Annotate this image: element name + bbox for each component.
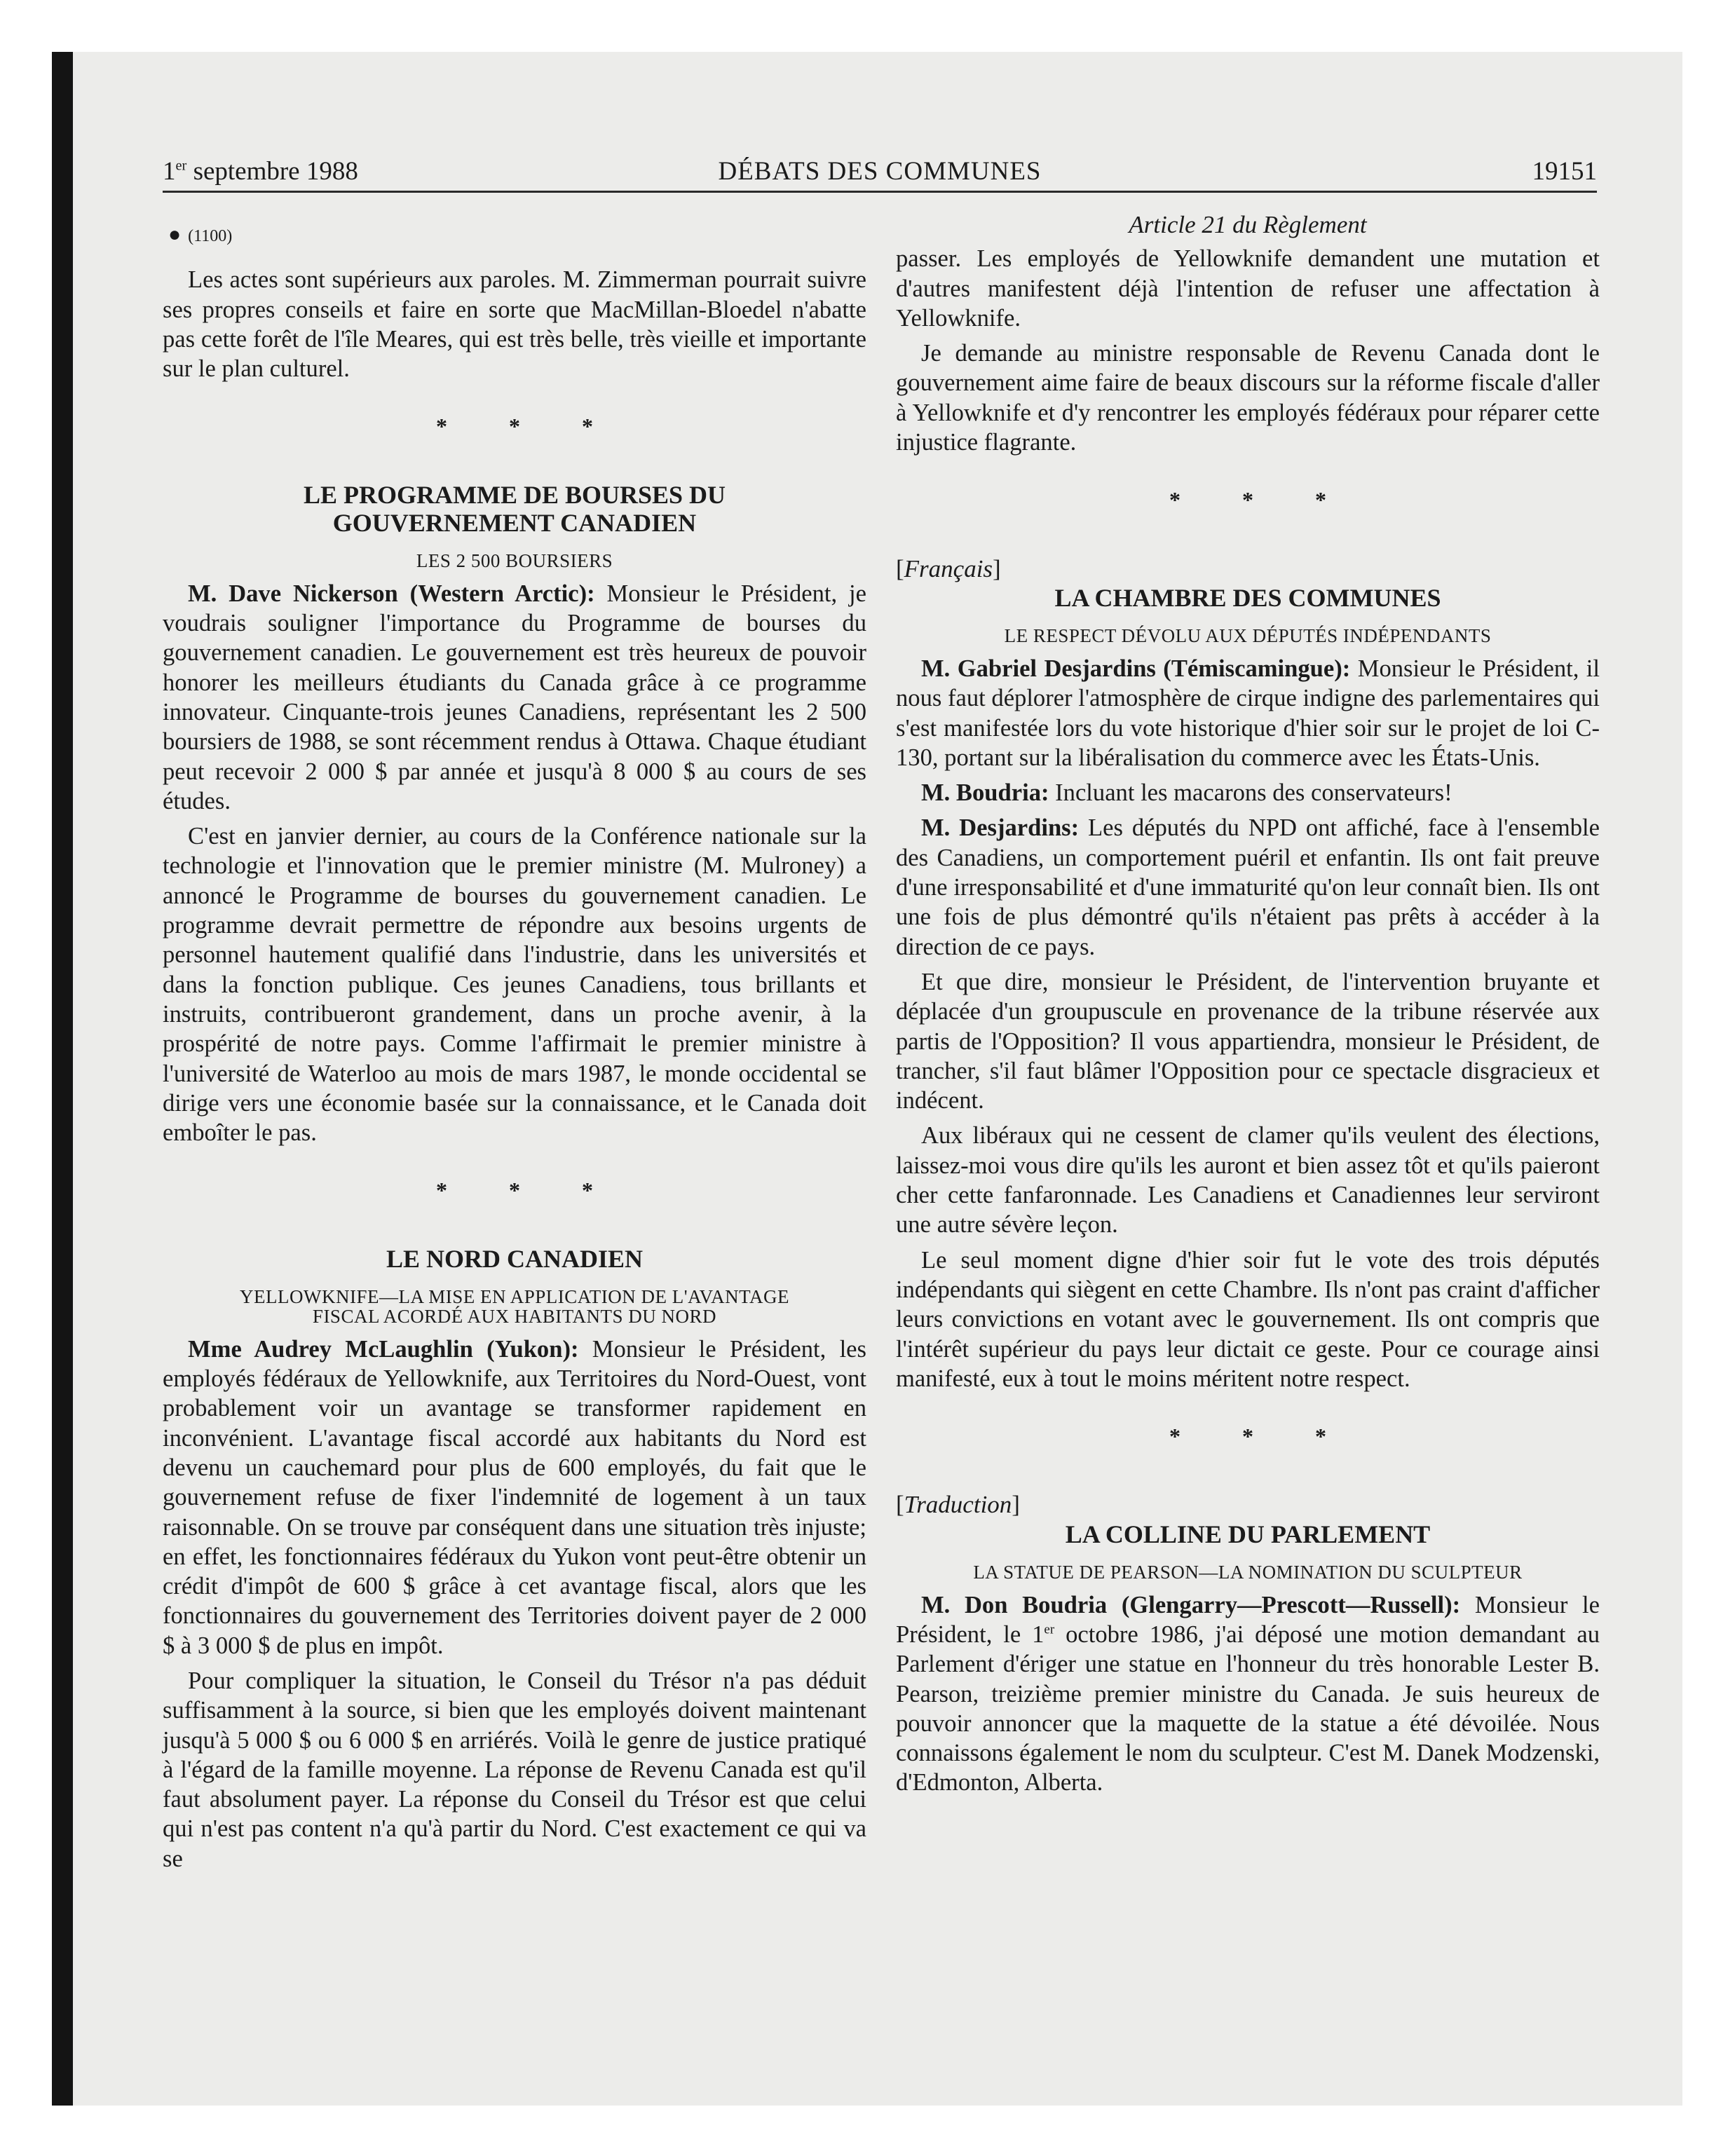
section-title [163, 481, 866, 537]
left-column [163, 210, 866, 1879]
section-divider: * * * [1169, 1424, 1354, 1449]
paragraph: Le seul moment digne d'hier soir fut le vote des trois députés indépendants qui siègent en cette Chambre. Ils n'ont pas craint d'afficher leurs convictions en votant avec le gouvernement. Ils ont compris que l'intérêt supérieur du pays leur dictait ce geste. Pour ce courage ainsi manifesté, eux à tout le moins méritent notre respect. [896, 1246, 1600, 1392]
section-subhead-line: FISCAL ACORDÉ AUX HABITANTS DU NORD [312, 1305, 717, 1327]
scan-edge [52, 52, 73, 2106]
section-subhead [163, 1287, 866, 1326]
paragraph-text: Monsieur le Président, le 1 [896, 1591, 1600, 1648]
section-divider: * * * [436, 1178, 621, 1203]
speaker-name: M. Don Boudria (Glengarry—Prescott—Russell): [921, 1591, 1461, 1618]
page-number: 19151 [1532, 157, 1597, 186]
header-date-month: septembre 1988 [186, 157, 358, 186]
paragraph-text: Monsieur le Président, il nous faut déplorer l'atmosphère de cirque indigne des parlementaires qui s'est manifestée lors du vote historique d'hier soir sur le projet de loi C-130, portant sur la libéralisation du commerce avec les États-Unis. [896, 655, 1600, 771]
timestamp-text: (1100) [188, 227, 233, 245]
section-title: LA CHAMBRE DES COMMUNES [1054, 583, 1441, 612]
speaker-name: M. Gabriel Desjardins (Témiscamingue): [921, 655, 1351, 682]
paragraph-text: Incluant les macarons des conservateurs! [1049, 779, 1452, 807]
language-tag-text: Français [904, 554, 993, 582]
speaker-name: M. Boudria: [921, 779, 1049, 807]
section-title: LE NORD CANADIEN [386, 1244, 644, 1273]
right-column [896, 210, 1600, 1803]
section-title-line: GOUVERNEMENT CANADIEN [332, 508, 697, 537]
paragraph: passer. Les employés de Yellowknife demandent une mutation et d'autres manifestent déjà l'intention de refuser une affectation à Yellowknife. [896, 245, 1600, 332]
timestamp [168, 220, 866, 251]
paragraph: C'est en janvier dernier, au cours de la Conférence nationale sur la technologie et l'innovation que le premier ministre (M. Mulroney) a annoncé le Programme de bourses du gouvernement canadien. Le programme devrait permettre de répondre aux besoins urgents de personnel hautement qualifié dans l'industrie, dans les universités et dans la fonction publique. Ces jeunes Canadiens, tous brillants et instruits, contribueront grandement, dans un proche avenir, à la prospérité de notre pays. Comme l'affirmait le premier ministre à l'université de Waterloo au mois de mars 1987, le monde occidental se dirige vers une économie basée sur la connaissance, et le Canada doit emboîter le pas. [163, 823, 866, 1147]
paragraph: Pour compliquer la situation, le Conseil du Trésor n'a pas déduit suffisamment à la source, si bien que les employés doivent maintenant jusqu'à 5 000 $ ou 6 000 $ en arriérés. Voilà le genre de justice pratiqué à l'égard de la famille moyenne. La réponse de Revenu Canada est qu'il faut absolument payer. La réponse du Conseil du Trésor est que celui qui n'est pas content n'a qu'à partir du Nord. C'est exactement ce qui va se [163, 1667, 866, 1872]
paragraph: Et que dire, monsieur le Président, de l'intervention bruyante et déplacée d'un groupuscule en provenance de la tribune réservée aux partis de l'Opposition? Il vous appartiendra, monsieur le Président, de trancher, s'il faut blâmer l'Opposition pour ce spectacle disgracieux et indécent. [896, 968, 1600, 1114]
paragraph-text: Monsieur le Président, les employés fédéraux de Yellowknife, aux Territoires du Nord-Ouest, vont probablement voir un avantage se transformer rapidement en inconvénient. L'avantage fiscal accordé aux habitants du Nord est devenu un cauchemard pour plus de 600 employés, du fait que le gouvernement refuse de fixer l'indemnité de logement à un taux raisonnable. On se trouve par conséquent dans une situation très injuste; en effet, les fonctionnaires fédéraux du Yukon vont peut-être obtenir un crédit d'impôt de 600 $ grâce à cet avantage fiscal, alors que les fonctionnaires du gouvernement des Territories doivent payer de 2 000 $ à 3 000 $ de plus en impôt. [163, 1335, 866, 1659]
section-divider: * * * [1169, 487, 1354, 513]
section-title: LA COLLINE DU PARLEMENT [1065, 1520, 1431, 1548]
paragraph [896, 654, 1600, 772]
section-subhead: LA STATUE DE PEARSON—LA NOMINATION DU SCULPTEUR [973, 1561, 1523, 1583]
section-subhead-line: YELLOWKNIFE—LA MISE EN APPLICATION DE L'AVANTAGE [240, 1285, 789, 1307]
header-date-sup: er [175, 158, 187, 174]
section-subhead: LES 2 500 BOURSIERS [416, 550, 613, 571]
paragraph [163, 579, 866, 816]
speaker-name: M. Desjardins: [921, 814, 1080, 842]
paragraph [163, 1335, 866, 1660]
paragraph: Je demande au ministre responsable de Revenu Canada dont le gouvernement aime faire de beaux discours sur la réforme fiscale d'aller à Yellowknife et d'y rencontrer les employés fédéraux pour réparer cette injustice flagrante. [896, 340, 1600, 456]
language-tag: [Français] [896, 554, 1001, 582]
ordinal-sup: er [1044, 1622, 1055, 1637]
paragraph [896, 778, 1600, 807]
speaker-name: Mme Audrey McLaughlin (Yukon): [188, 1335, 579, 1363]
page-header [163, 151, 1597, 193]
section-subhead: LE RESPECT DÉVOLU AUX DÉPUTÉS INDÉPENDANTS [1004, 625, 1492, 646]
paragraph: Aux libéraux qui ne cessent de clamer qu'ils veulent des élections, laissez-moi vous dire qu'ils les auront et bien assez tôt et qu'ils paieront cher cette fanfaronnade. Les Canadiens et Canadiennes leur serviront une autre sévère leçon. [896, 1122, 1600, 1239]
paragraph [896, 1590, 1600, 1798]
paragraph [896, 813, 1600, 961]
section-title-line: LE PROGRAMME DE BOURSES DU [303, 480, 726, 509]
paragraph-text: Les députés du NPD ont affiché, face à l'ensemble des Canadiens, un comportement puéril et enfantin. Ils ont fait preuve d'une irresponsabilité et d'une immaturité qu'on leur connaît bien. Ils ont une fois de plus démontré qu'ils n'étaient pas prêts à accéder à la direction de ce pays. [896, 814, 1600, 960]
language-tag: [Traduction] [896, 1491, 1020, 1519]
section-divider: * * * [436, 414, 621, 439]
speaker-name: M. Dave Nickerson (Western Arctic): [188, 580, 595, 607]
header-date-day: 1 [163, 157, 176, 186]
bullet-icon: ● [168, 223, 182, 246]
paragraph-text: Monsieur le Président, je voudrais souligner l'importance du Programme de bourses du gouvernement canadien. Le gouvernement est très heureux de pouvoir honorer les meilleurs étudiants du Canada grâce à ce programme innovateur. Cinquante-trois jeunes Canadiens, représentant les 2 500 boursiers de 1988, se sont récemment rendus à Ottawa. Chaque étudiant peut recevoir 2 000 $ par année et jusqu'à 8 000 $ au cours de ses études. [163, 580, 866, 814]
paragraph-text: octobre 1986, j'ai déposé une motion demandant au Parlement d'ériger une statue en l'honneur du très honorable Lester B. Pearson, treizième premier ministre du Canada. Je suis heureux de pouvoir annoncer que la maquette de la statue a été dévoilée. Nous connaissons également le nom du sculpteur. C'est M. Danek Modzenski, d'Edmonton, Alberta. [896, 1621, 1600, 1796]
column-caption: Article 21 du Règlement [1129, 211, 1367, 238]
paragraph: Les actes sont supérieurs aux paroles. M. Zimmerman pourrait suivre ses propres conseils et faire en sorte que MacMillan-Bloedel n'abatte pas cette forêt de l'île Meares, qui est très belle, très vieille et importante sur le plan culturel. [163, 266, 866, 383]
header-title: DÉBATS DES COMMUNES [718, 157, 1042, 186]
language-tag-text: Traduction [904, 1491, 1012, 1519]
